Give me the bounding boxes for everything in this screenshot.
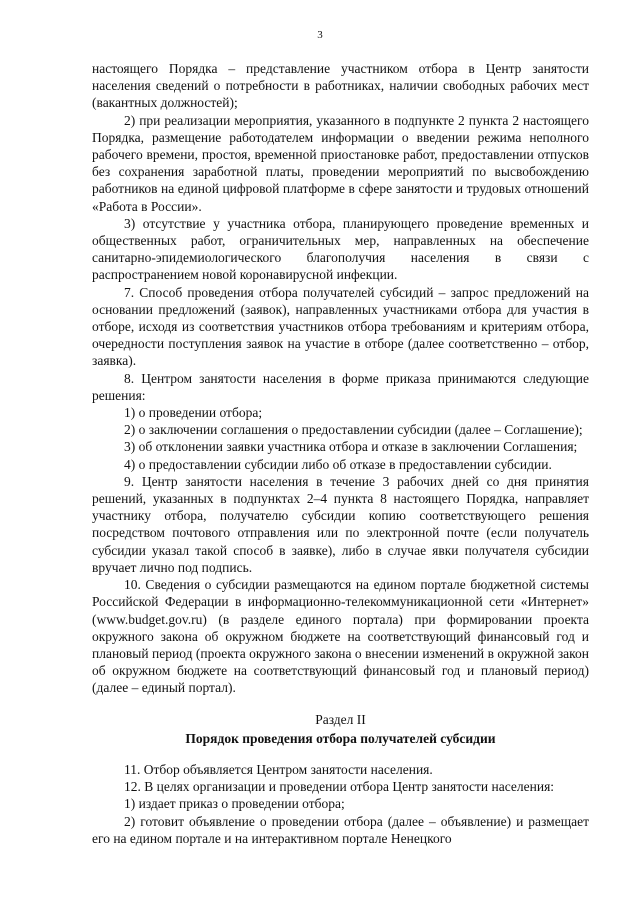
paragraph-item-12-2: 2) готовит объявление о проведении отбора (далее – объявление) и размещает его на едином портале и на интерактивном портале Ненецкого xyxy=(92,813,589,846)
paragraph-item-8-1: 1) о проведении отбора; xyxy=(124,405,263,421)
paragraph-item-8: 8. Центром занятости населения в форме приказа принимаются следующие решения: xyxy=(92,370,589,403)
paragraph-subitem-3: 3) отсутствие у участника отбора, планирующего проведение временных и общественных работ, ограничительных мер, направленных на обеспечение санитарно-эпидемиологического благополучия населения в связи с распространением новой коронавирусной инфекции. xyxy=(92,215,589,283)
paragraph-item-12: 12. В целях организации и проведении отбора Центр занятости населения: xyxy=(124,779,555,795)
paragraph-item-8-4: 4) о предоставлении субсидии либо об отказе в предоставлении субсидии. xyxy=(124,456,552,472)
paragraph-item-8-3: 3) об отклонении заявки участника отбора и отказе в заключении Соглашения; xyxy=(124,439,578,455)
section-title: Порядок проведения отбора получателей субсидии xyxy=(185,730,496,746)
paragraph-item-9: 9. Центр занятости населения в течение 3 рабочих дней со дня принятия решений, указанных в подпунктах 2–4 пункта 8 настоящего Порядка, направляет участнику отбора, получателю субсидии копию соответствующего решения посредством почтового отправления или по электронной почте (если получатель субсидии указал такой способ в заявке), либо в случае явки получателя субсидии вручает лично под подпись. xyxy=(92,473,589,575)
paragraph-subitem-2: 2) при реализации мероприятия, указанного в подпункте 2 пункта 2 настоящего Порядка, размещение работодателем информации о введении режима неполного рабочего времени, простоя, временной приостановке работ, предоставлении отпусков без сохранения заработной платы, проведении мероприятий по высвобождению работников на единой цифровой платформе в сфере занятости и трудовых отношений «Работа в России». xyxy=(92,112,589,214)
paragraph-continuation: настоящего Порядка – представление участником отбора в Центр занятости населения сведений о потребности в работниках, наличии свободных рабочих мест (вакантных должностей); xyxy=(92,61,589,111)
page-number: 3 xyxy=(317,29,323,41)
section-label: Раздел II xyxy=(315,711,366,727)
paragraph-item-10: 10. Сведения о субсидии размещаются на едином портале бюджетной системы Российской Федерации в информационно-телекоммуникационной сети «Интернет» (www.budget.gov.ru) (в разделе единого портала) при формировании проекта окружного закона об окружном бюджете на соответствующий финансовый год и плановый период (проекта окружного закона о внесении изменений в окружной закон об окружном бюджете на соответствующий финансовый год и плановый период) (далее – единый портал). xyxy=(92,577,589,696)
document-body xyxy=(92,60,589,847)
paragraph-item-7: 7. Способ проведения отбора получателей субсидий – запрос предложений на основании предложений (заявок), направленных участниками отбора для участия в отборе, исходя из соответствия участников отбора требованиям и критериям отбора, очередности поступления заявок на участие в отборе (далее соответственно – отбор, заявка). xyxy=(92,284,589,369)
paragraph-item-8-2: 2) о заключении соглашения о предоставлении субсидии (далее – Соглашение); xyxy=(124,422,583,438)
paragraph-item-11: 11. Отбор объявляется Центром занятости населения. xyxy=(124,761,433,777)
paragraph-item-12-1: 1) издает приказ о проведении отбора; xyxy=(124,796,345,812)
